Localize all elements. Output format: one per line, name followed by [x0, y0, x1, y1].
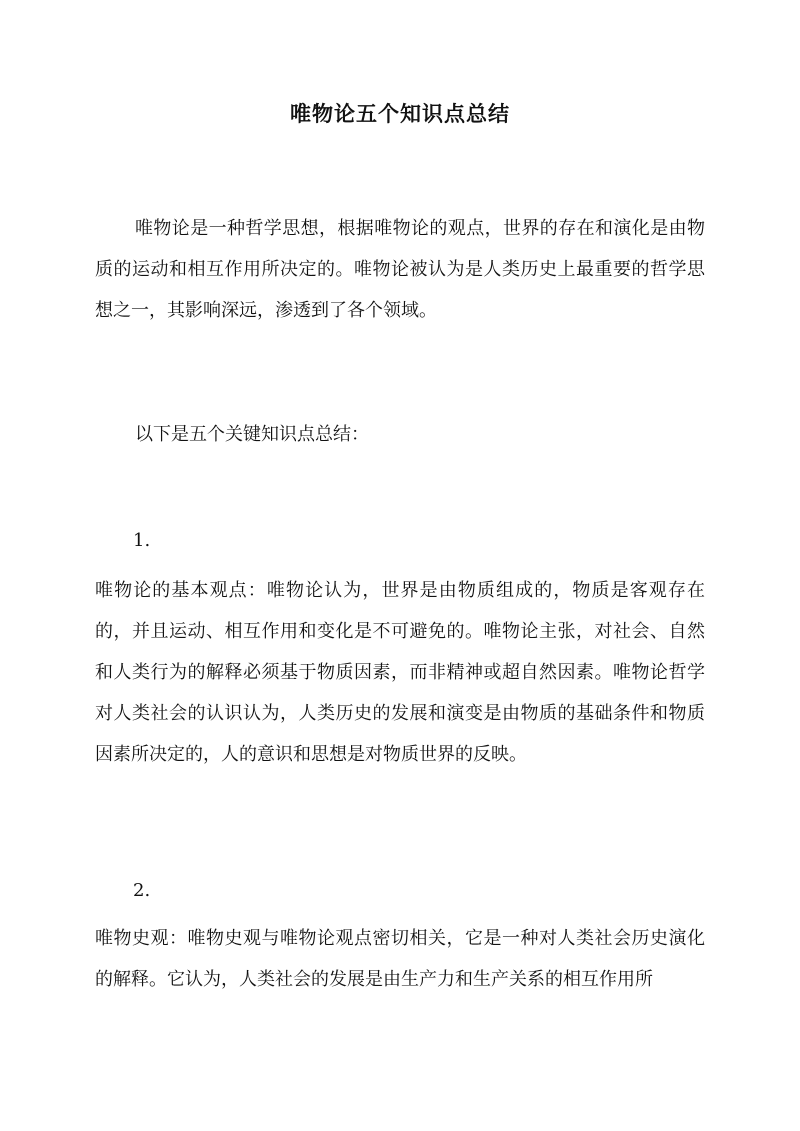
- intro-paragraph: 唯物论是一种哲学思想，根据唯物论的观点，世界的存在和演化是由物质的运动和相互作用所决定的。唯物论被认为是人类历史上最重要的哲学思想之一，其影响深远，渗透到了各个领域。: [95, 218, 705, 321]
- point-paragraph: 唯物史观：唯物史观与唯物论观点密切相关，它是一种对人类社会历史演化的解释。它认为，人类社会的发展是由生产力和生产关系的相互作用所: [95, 928, 705, 990]
- lead-paragraph: 以下是五个关键知识点总结：: [135, 424, 369, 445]
- point-number: 1.: [133, 530, 151, 551]
- point-number: 2.: [133, 880, 151, 901]
- point-paragraph: 唯物论的基本观点：唯物论认为，世界是由物质组成的，物质是客观存在的，并且运动、相互作用和变化是不可避免的。唯物论主张，对社会、自然和人类行为的解释必须基于物质因素，而非精神或超自然因素。唯物论哲学对人类社会的认识认为，人类历史的发展和演变是由物质的基础条件和物质因素所决定的，人的意识和思想是对物质世界的反映。: [95, 580, 705, 765]
- document-title: 唯物论五个知识点总结: [290, 101, 510, 126]
